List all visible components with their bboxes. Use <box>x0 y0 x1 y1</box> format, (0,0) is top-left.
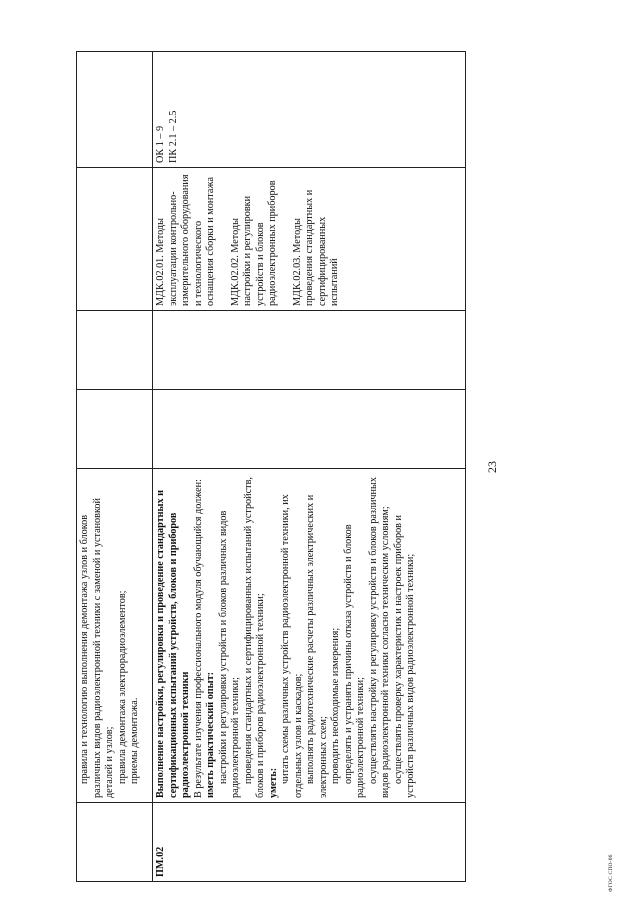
text-line: правила демонтажа электрорадиоэлементов; <box>116 590 128 784</box>
skill-item: читать схемы различных устройств радиоэлектронной техники, их отдельных узлов и каскадов; <box>280 494 304 798</box>
empty-cell <box>77 311 153 390</box>
empty-cell <box>77 390 153 469</box>
table-row-pm02 <box>153 52 466 882</box>
text-line: приемы демонтажа. <box>129 697 140 784</box>
empty-cell <box>153 390 466 469</box>
skill-item: выполнять радиотехнические расчеты различных электрических и электронных схем; <box>305 494 329 798</box>
practice-item: проведения стандартных и сертифицированных испытаний устройств, блоков и приборов радиоэлектронной техники; <box>242 477 266 798</box>
rotated-page-content <box>76 52 628 892</box>
competency-pk: ПК 2.1 – 2.5 <box>167 110 179 163</box>
practice-label: иметь практический опыт: <box>205 671 216 798</box>
empty-cell <box>77 52 153 168</box>
competencies-cell <box>153 52 466 168</box>
competency-ok: ОК 1 – 9 <box>155 125 166 163</box>
mdk-item: МДК.02.03. Методы проведения стандартных и сертифицированных испытаний <box>291 189 340 306</box>
empty-cell <box>77 168 153 311</box>
skill-item: осуществлять проверку характеристик и настроек приборов и устройств различных видов радиоэлектронной техники; <box>392 515 416 798</box>
module-description-cell <box>153 469 466 803</box>
module-intro: В результате изучения профессионального модуля обучающийся должен: <box>192 479 204 798</box>
module-title: Выполнение настройки, регулировки и проведение стандартных и сертификационных испытаний устройств, блоков и приборов радиоэлектронной техники <box>155 490 191 798</box>
skill-item: определять и устранять причины отказа устройств и блоков радиоэлектронной техники; <box>342 524 366 798</box>
table-row-continuation <box>77 52 153 882</box>
description-cell <box>77 469 153 803</box>
empty-cell <box>153 311 466 390</box>
footer-label: ФГОС СПО-06 <box>608 854 614 892</box>
page-number: 23 <box>485 461 499 473</box>
curriculum-table <box>76 51 466 882</box>
mdk-item: МДК.02.01. Методы эксплуатации контрольно-измерительного оборудования и технологического оснащения сборки и монтажа <box>155 174 216 306</box>
code-cell <box>77 803 153 882</box>
module-code: ПМ.02 <box>153 803 466 882</box>
skills-label: уметь: <box>267 767 279 798</box>
practice-item: настройки и регулировки устройств и блоков различных видов радиоэлектронной техники; <box>217 510 241 798</box>
mdk-cell <box>153 168 466 311</box>
skill-item: осуществлять настройку и регулировку устройств и блоков различных видов радиоэлектронной техники согласно техническим условиям; <box>367 477 391 798</box>
text-line: правила и технологию выполнения демонтажа узлов и блоков различных видов радиоэлектронной техники с заменой и установкой деталей и узлов; <box>79 498 115 798</box>
skill-item: проводить необходимые измерения; <box>330 627 341 784</box>
mdk-item: МДК.02.02. Методы настройки и регулировки устройств и блоков радиоэлектронных приборов <box>229 180 278 306</box>
